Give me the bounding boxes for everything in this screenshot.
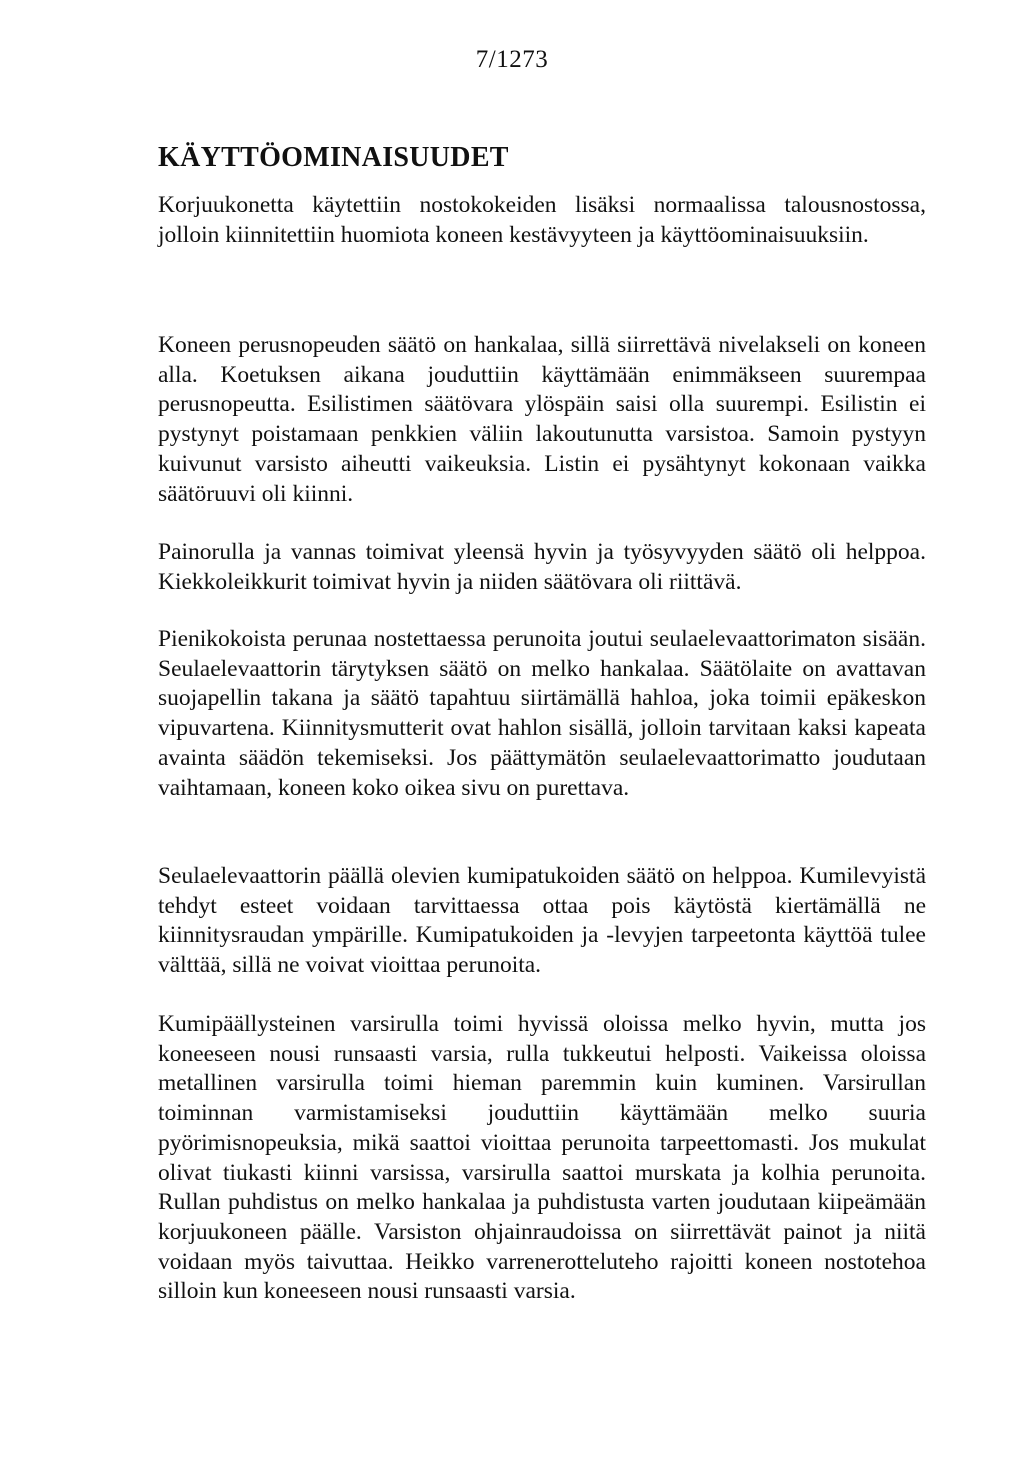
paragraph-6: Kumipäällysteinen varsirulla toimi hyvissä oloissa melko hyvin, mutta jos koneeseen nousi runsaasti varsia, rulla tukkeutui helposti. Vaikeissa oloissa metallinen varsirulla toimi hieman paremmin kuin kuminen. Varsirullan toiminnan varmistamiseksi jouduttiin käyttämään melko suuria pyörimisnopeuksia, mikä saattoi vioittaa perunoita tarpeettomasti. Jos mukulat olivat tiukasti kiinni varsissa, varsirulla saattoi murskata ja kolhia perunoita. Rullan puhdistus on melko hankalaa ja puhdistusta varten joudutaan kiipeämään korjuukoneen päälle. Varsiston ohjainraudoissa on siirrettävät painot ja niitä voidaan myös taivuttaa. Heikko varrenerotteluteho rajoitti koneen nostotehoa silloin kun koneeseen nousi runsaasti varsia. <box>158 1011 926 1305</box>
paragraph-5: Seulaelevaattorin päällä olevien kumipatukoiden säätö on helppoa. Kumilevyistä tehdyt esteet voidaan tarvittaessa ottaa pois käytöstä kiertämällä ne kiinnitysraudan ympärille. Kumipatukoiden ja -levyjen tarpeetonta käyttöä tulee välttää, sillä ne voivat vioittaa perunoita. <box>158 863 926 979</box>
paragraph-2: Koneen perusnopeuden säätö on hankalaa, sillä siirrettävä nivelakseli on koneen alla. Koetuksen aikana jouduttiin käyttämään enimmäkseen suurempaa perusnopeutta. Esilistimen säätövara ylöspäin saisi olla suurempi. Esilistin ei pystynyt poistamaan penkkien väliin lakoutunutta varsistoa. Samoin pystyyn kuivunut varsisto aiheutti vaikeuksia. Listin ei pysähtynyt kokonaan vaikka säätöruuvi oli kiinni. <box>158 332 926 507</box>
page-number: 7/1273 <box>475 46 549 73</box>
paragraph-3: Painorulla ja vannas toimivat yleensä hyvin ja työsyvyyden säätö oli helppoa. Kiekkoleikkurit toimivat hyvin ja niiden säätövara oli riittävä. <box>158 539 926 595</box>
paragraph-1: Korjuukonetta käytettiin nostokokeiden lisäksi normaalissa talousnostossa, jolloin kiinnitettiin huomiota koneen kestävyyteen ja käyttöominaisuuksiin. <box>158 192 926 248</box>
paragraph-4: Pienikokoista perunaa nostettaessa perunoita joutui seulaelevaattorimaton sisään. Seulaelevaattorin tärytyksen säätö on melko hankalaa. Säätölaite on avattavan suojapellin takana ja säätö tapahtuu siirtämällä hahloa, joka toimii epäkeskon vipuvartena. Kiinnitysmutterit ovat hahlon sisällä, jolloin tarvitaan kaksi kapeata avainta säädön tekemiseksi. Jos päättymätön seulaelevaattorimatto joudutaan vaihtamaan, koneen koko oikea sivu on purettava. <box>158 626 926 801</box>
section-heading: KÄYTTÖOMINAISUUDET <box>158 142 509 173</box>
